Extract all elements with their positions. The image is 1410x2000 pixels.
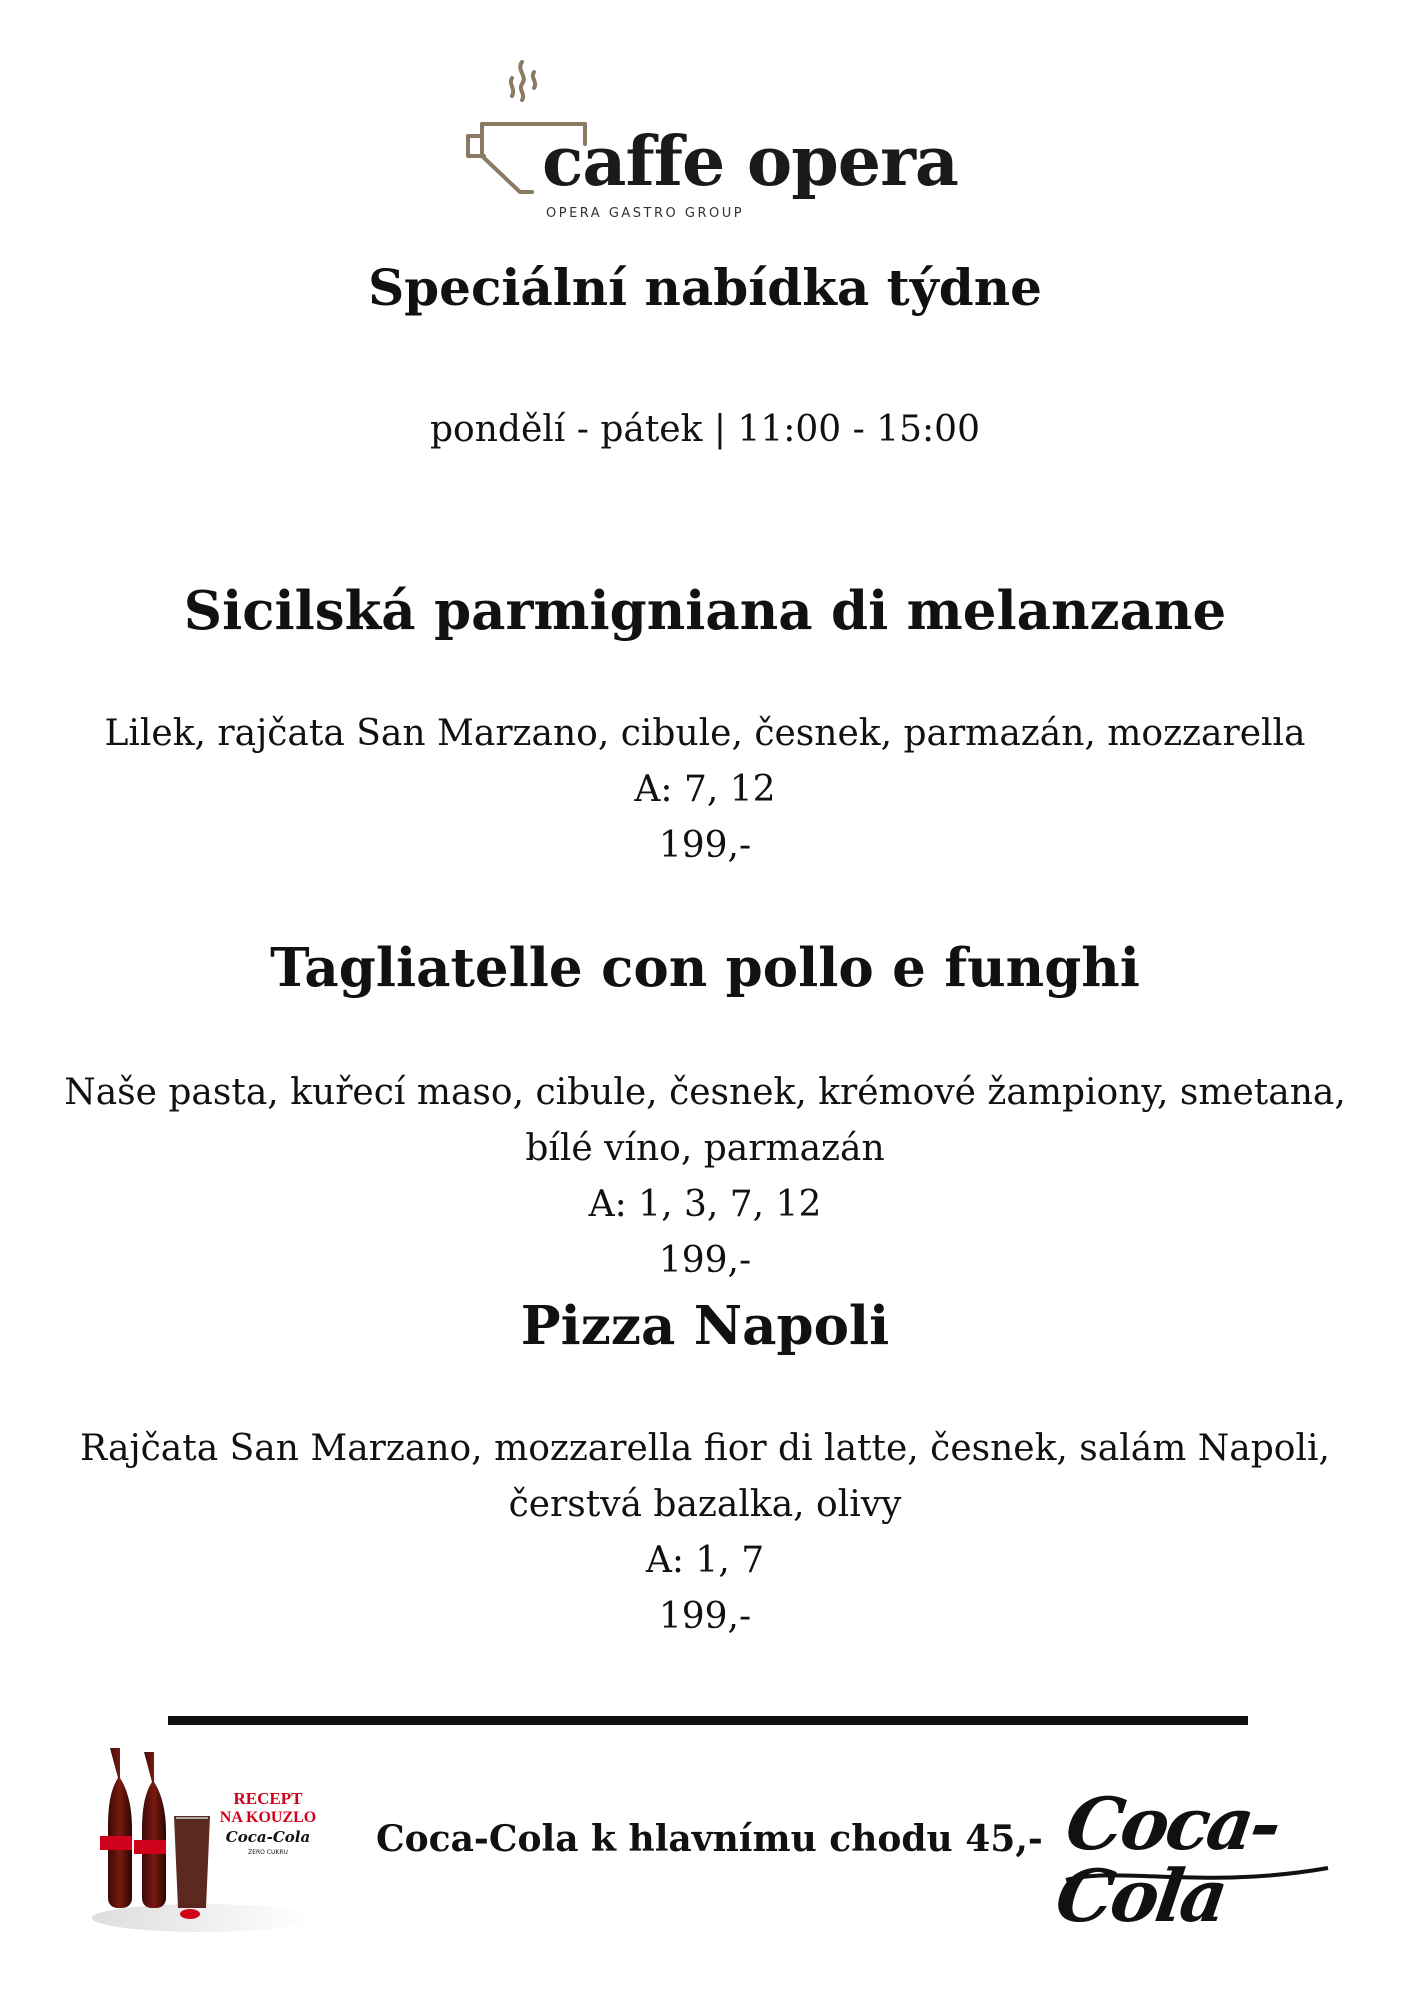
dish-allergens: A: 7, 12 — [634, 769, 776, 810]
badge-line1: RECEPT — [233, 1789, 303, 1808]
page-title: Speciální nabídka týdne — [368, 258, 1042, 317]
dish-details — [0, 706, 1410, 874]
dish-allergens: A: 1, 3, 7, 12 — [588, 1184, 822, 1225]
divider — [168, 1716, 1248, 1725]
dish-name: Tagliatelle con pollo e funghi — [270, 937, 1140, 999]
coca-cola-bottles-image — [92, 1738, 332, 1943]
dish-price: 199,- — [658, 1240, 752, 1281]
dish-ingredients-line2: bílé víno, parmazán — [525, 1128, 885, 1169]
dish-name: Sicilská parmigniana di melanzane — [183, 580, 1227, 642]
brand-logo — [460, 52, 980, 232]
dish-ingredients-line2: čerstvá bazalka, olivy — [508, 1484, 902, 1525]
promo-text: Coca-Cola k hlavnímu chodu 45,- — [376, 1818, 1043, 1860]
dish-price: 199,- — [658, 825, 752, 866]
badge-logo: Coca-Cola — [225, 1828, 311, 1846]
dish-ingredients: Naše pasta, kuřecí maso, cibule, česnek, krémové žampiony, smetana, — [64, 1072, 1346, 1113]
coca-cola-logo: Coca-Cola — [1051, 1781, 1284, 1938]
schedule-text: pondělí - pátek | 11:00 - 15:00 — [430, 409, 980, 450]
badge-line2: NA KOUZLO — [219, 1809, 317, 1826]
dish-ingredients: Lilek, rajčata San Marzano, cibule, česnek, parmazán, mozzarella — [104, 713, 1306, 754]
dish-name: Pizza Napoli — [520, 1295, 890, 1357]
brand-tagline: OPERA GASTRO GROUP — [546, 206, 745, 221]
dish-price: 199,- — [658, 1596, 752, 1637]
dish-allergens: A: 1, 7 — [645, 1540, 765, 1581]
dish-details — [0, 1065, 1410, 1289]
dish-ingredients: Rajčata San Marzano, mozzarella fior di latte, česnek, salám Napoli, — [80, 1428, 1330, 1469]
dish-details — [0, 1421, 1410, 1645]
brand-name: caffe opera — [542, 122, 958, 202]
coca-cola-swoosh — [1062, 1862, 1332, 1892]
badge-line3: ZERO CUKRU — [248, 1849, 288, 1856]
